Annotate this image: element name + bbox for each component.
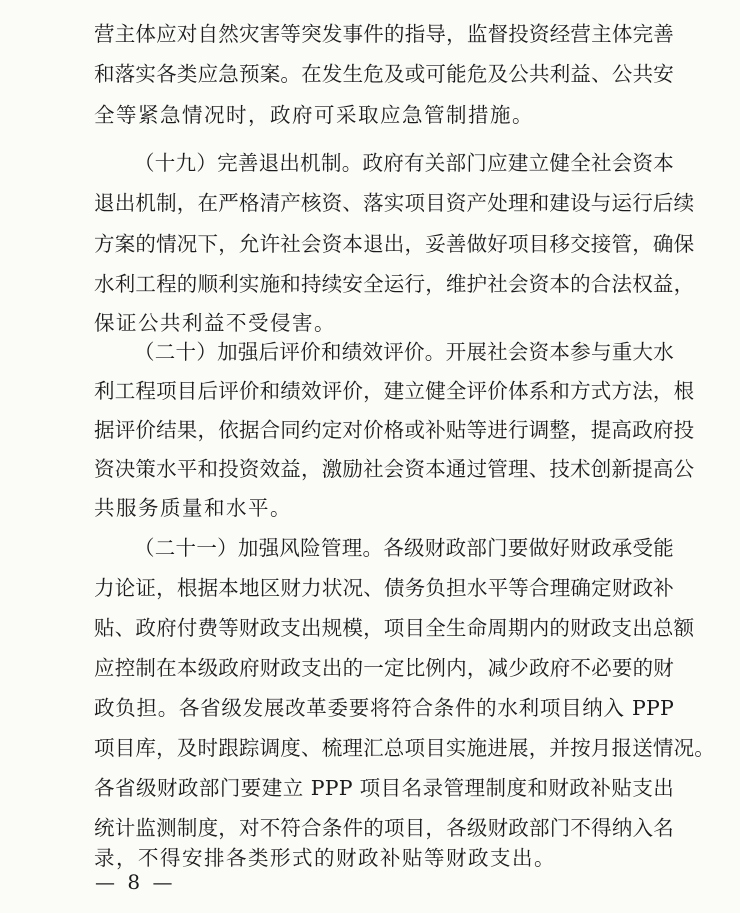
- text-line: 统计监测制度，对不符合条件的项目，各级财政部门不得纳入名: [94, 816, 674, 840]
- text-line: 共服务质量和水平。: [94, 496, 292, 520]
- text-line: 和落实各类应急预案。在发生危及或可能危及公共利益、公共安: [94, 62, 674, 86]
- page-number: — 8 —: [95, 870, 176, 894]
- text-line: 各省级财政部门要建立 PPP 项目名录管理制度和财政补贴支出: [94, 776, 674, 800]
- text-line: 应控制在本级政府财政支出的一定比例内，减少政府不必要的财: [94, 656, 674, 680]
- text-line: 全等紧急情况时，政府可采取应急管制措施。: [94, 103, 534, 127]
- text-line: 据评价结果，依据合同约定对价格或补贴等进行调整，提高政府投: [94, 418, 695, 442]
- text-line: 录，不得安排各类形式的财政补贴等财政支出。: [94, 846, 556, 870]
- text-line: 项目库，及时跟踪调度、梳理汇总项目实施进展，并按月报送情况。: [94, 736, 715, 760]
- text-line: 退出机制，在严格清产核资、落实项目资产处理和建设与运行后续: [94, 191, 695, 215]
- text-line: 政负担。各省级发展改革委要将符合条件的水利项目纳入 PPP: [94, 696, 674, 720]
- text-line: 方案的情况下，允许社会资本退出，妥善做好项目移交接管，确保: [94, 232, 695, 256]
- section-heading-line: （二十一）加强风险管理。各级财政部门要做好财政承受能: [134, 536, 674, 560]
- text-line: 保证公共利益不受侵害。: [94, 311, 336, 335]
- text-line: 利工程项目后评价和绩效评价，建立健全评价体系和方式方法，根: [94, 379, 695, 403]
- section-heading-line: （十九）完善退出机制。政府有关部门应建立健全社会资本: [134, 151, 674, 175]
- text-line: 贴、政府付费等财政支出规模，项目全生命周期内的财政支出总额: [94, 616, 695, 640]
- section-heading-line: （二十）加强后评价和绩效评价。开展社会资本参与重大水: [134, 340, 674, 364]
- text-line: 营主体应对自然灾害等突发事件的指导，监督投资经营主体完善: [94, 22, 674, 46]
- text-line: 力论证，根据本地区财力状况、债务负担水平等合理确定财政补: [94, 576, 674, 600]
- text-line: 水利工程的顺利实施和持续安全运行，维护社会资本的合法权益，: [94, 272, 695, 296]
- text-line: 资决策水平和投资效益，激励社会资本通过管理、技术创新提高公: [94, 457, 695, 481]
